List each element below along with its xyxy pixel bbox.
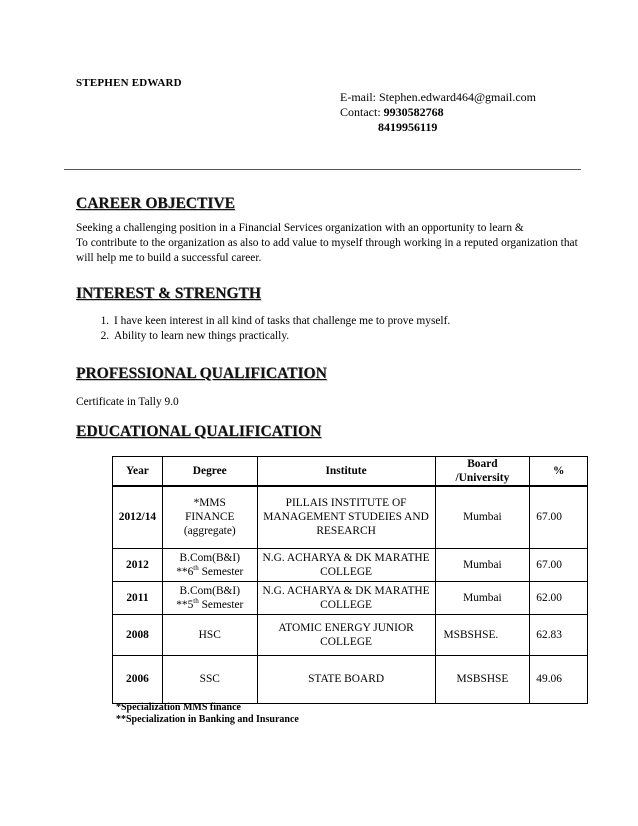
table-row <box>113 581 588 614</box>
cell-percent: 67.00 <box>530 548 588 581</box>
cell-degree <box>162 548 257 581</box>
table-row <box>113 614 588 655</box>
institute-line: ATOMIC ENERGY JUNIOR <box>278 621 414 634</box>
cell-institute <box>257 581 435 614</box>
phone-number-2: 8419956119 <box>378 120 438 134</box>
board-header-line: Board <box>467 458 498 470</box>
cell-institute: STATE BOARD <box>257 655 435 703</box>
career-objective-line: To contribute to the organization as also to add value to myself through working in a reputed organization that <box>76 237 578 249</box>
institute-line: MANAGEMENT STUDEIES AND <box>263 511 429 524</box>
cell-board: Mumbai <box>435 581 530 614</box>
table-row <box>113 655 588 703</box>
cell-year: 2008 <box>113 614 163 655</box>
cell-board: MSBSHSE. <box>435 614 530 655</box>
institute-line: COLLEGE <box>320 565 373 578</box>
email-address[interactable]: Stephen.edward464@gmail.com <box>379 90 537 104</box>
table-row <box>113 548 588 581</box>
degree-line: FINANCE <box>185 511 235 524</box>
professional-text: Certificate in Tally 9.0 <box>76 396 179 408</box>
degree-line: B.Com(B&I) <box>179 551 240 564</box>
phone-number-1: 9930582768 <box>383 105 444 119</box>
institute-line: COLLEGE <box>320 635 373 648</box>
cell-percent: 62.00 <box>530 581 588 614</box>
footnotes <box>116 702 299 726</box>
cell-board: Mumbai <box>435 548 530 581</box>
candidate-name: STEPHEN EDWARD <box>76 77 182 89</box>
column-header-year: Year <box>113 457 163 487</box>
cell-institute <box>257 614 435 655</box>
degree-line <box>165 565 255 579</box>
institute-line: N.G. ACHARYA & DK MARATHE <box>262 551 430 564</box>
cell-year: 2011 <box>113 581 163 614</box>
career-objective-line: will help me to build a successful career. <box>76 252 262 264</box>
career-objective-heading: CAREER OBJECTIVE <box>76 195 235 212</box>
institute-line: N.G. ACHARYA & DK MARATHE <box>262 584 430 597</box>
footnote: **Specialization in Banking and Insurance <box>116 714 299 725</box>
education-table <box>112 456 588 704</box>
list-item: 2. Ability to learn new things practically. <box>112 329 450 344</box>
column-header-degree: Degree <box>162 457 257 487</box>
institute-line: COLLEGE <box>320 598 373 611</box>
column-header-institute: Institute <box>257 457 435 487</box>
cell-institute <box>257 548 435 581</box>
degree-line <box>165 598 255 612</box>
column-header-board <box>435 457 530 487</box>
education-heading: EDUCATIONAL QUALIFICATION <box>76 423 322 440</box>
career-objective-text <box>76 221 578 266</box>
degree-semester-label: Semester <box>198 565 244 578</box>
cell-percent: 49.06 <box>530 655 588 703</box>
contact-row <box>340 105 536 120</box>
table-row <box>113 486 588 548</box>
cell-percent: 67.00 <box>530 486 588 548</box>
contact-block <box>340 90 536 135</box>
cell-degree: HSC <box>162 614 257 655</box>
cell-year: 2012/14 <box>113 486 163 548</box>
footnote: *Specialization MMS finance <box>116 702 241 713</box>
cell-degree: SSC <box>162 655 257 703</box>
contact-label: Contact: <box>340 105 381 119</box>
cell-institute <box>257 486 435 548</box>
ordinal-suffix: th <box>193 563 199 572</box>
interest-list <box>76 314 450 344</box>
professional-heading: PROFESSIONAL QUALIFICATION <box>76 365 327 382</box>
cell-board: Mumbai <box>435 486 530 548</box>
degree-semester: **6 <box>176 565 194 578</box>
cell-percent: 62.83 <box>530 614 588 655</box>
degree-line: *MMS <box>193 497 226 510</box>
board-header-line: /University <box>455 472 510 484</box>
interest-heading: INTEREST & STRENGTH <box>76 285 261 302</box>
header-divider <box>64 169 581 170</box>
degree-semester-label: Semester <box>198 598 244 611</box>
email-label: E-mail: <box>340 90 376 104</box>
degree-line: B.Com(B&I) <box>179 584 240 597</box>
degree-semester: **5 <box>176 598 194 611</box>
institute-line: PILLAIS INSTITUTE OF <box>285 497 407 510</box>
cell-year: 2006 <box>113 655 163 703</box>
cell-year: 2012 <box>113 548 163 581</box>
email-row <box>340 90 536 105</box>
list-item: 1. I have keen interest in all kind of tasks that challenge me to prove myself. <box>112 314 450 329</box>
cell-degree <box>162 486 257 548</box>
cell-board: MSBSHSE <box>435 655 530 703</box>
institute-line: RESEARCH <box>316 525 376 538</box>
ordinal-suffix: th <box>193 596 199 605</box>
career-objective-line: Seeking a challenging position in a Financial Services organization with an opportunity to learn & <box>76 222 524 234</box>
cell-degree <box>162 581 257 614</box>
table-header-row <box>113 457 588 487</box>
column-header-percent: % <box>530 457 588 487</box>
degree-line: (aggregate) <box>183 525 236 538</box>
